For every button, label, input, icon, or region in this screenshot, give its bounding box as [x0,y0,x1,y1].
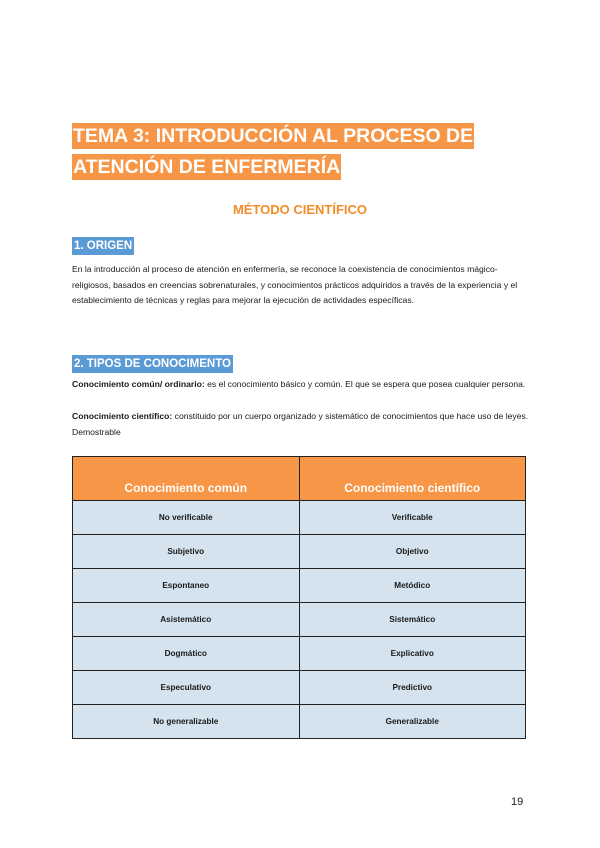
table-cell: Espontaneo [73,569,300,603]
table-row [73,569,526,603]
table-header-row [73,457,526,501]
section-subtitle: MÉTODO CIENTÍFICO [232,202,368,217]
table-cell: Objetivo [299,535,526,569]
column-header-common: Conocimiento común [73,457,300,501]
definition-scientific-knowledge [72,409,532,440]
table-cell: Subjetivo [73,535,300,569]
table-row [73,705,526,739]
table-cell: Asistemático [73,603,300,637]
table-cell: Sistemático [299,603,526,637]
definition-term: Conocimiento científico: [72,411,173,421]
origen-paragraph: En la introducción al proceso de atención en enfermería, se reconoce la coexistencia de conocimientos mágico-religiosos, basados en creencias sobrenaturales, y conocimientos prácticos adquiridos a través de la experiencia y el establecimiento de técnicas y reglas para mejorar la ejecución de actividades específicas. [72,264,518,306]
table-cell: Metódico [299,569,526,603]
knowledge-comparison-table [72,456,526,739]
table-row [73,671,526,705]
table-cell: Generalizable [299,705,526,739]
definition-text: es el conocimiento básico y común. El que se espera que posea cualquier persona. [204,379,526,389]
table-row [73,501,526,535]
definition-term: Conocimiento común/ ordinario: [72,379,205,389]
table-cell: No generalizable [73,705,300,739]
table-cell: Dogmático [73,637,300,671]
table-cell: Predictivo [299,671,526,705]
table-cell: Explicativo [299,637,526,671]
table-cell: No verificable [73,501,300,535]
section-heading-tipos: 2. TIPOS DE CONOCIMENTO [72,355,233,373]
table-row [73,637,526,671]
table-cell: Verificable [299,501,526,535]
section-heading-origen: 1. ORIGEN [72,237,134,255]
definition-common-knowledge [72,377,532,393]
table-cell: Especulativo [73,671,300,705]
page-number: 19 [511,796,524,808]
definition-text: constituido por un cuerpo organizado y sistemático de conocimientos que hace uso de leyes. Demostrable [72,411,529,437]
table-row [73,603,526,637]
table-row [73,535,526,569]
column-header-scientific: Conocimiento científico [299,457,526,501]
page-title: TEMA 3: INTRODUCCIÓN AL PROCESO DE ATENCIÓN DE ENFERMERÍA [73,125,474,178]
